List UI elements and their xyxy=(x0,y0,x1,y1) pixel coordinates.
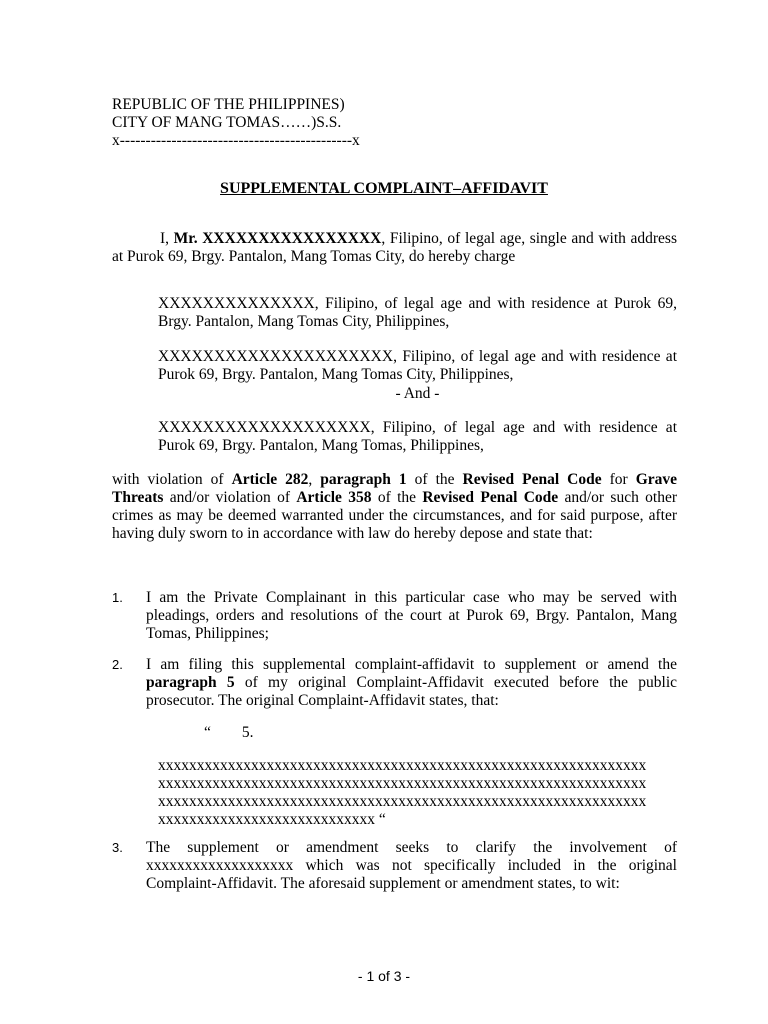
quoted-line: xxxxxxxxxxxxxxxxxxxxxxxxxxxxxxxxxxxxxxxxxxxxxxxxxxxxxxxxxxxxxxx xyxy=(158,793,647,810)
violation-text: and/or violation of xyxy=(163,489,297,506)
respondent-paragraph-1 xyxy=(158,295,677,331)
item-number: 3. xyxy=(112,840,123,855)
revised-penal-code: Revised Penal Code xyxy=(422,489,559,506)
quoted-line: xxxxxxxxxxxxxxxxxxxxxxxxxxxxxxxxxxxxxxxxxxxxxxxxxxxxxxxxxxxxxxx xyxy=(158,775,647,792)
item-number: 1. xyxy=(112,590,123,605)
paragraph-5: paragraph 5 xyxy=(146,674,235,691)
article-282: Article 282 xyxy=(231,471,309,488)
respondent-details: , Filipino, of legal age and with residence at Purok 69, Brgy. Pantalon, Mang Tomas, Philippines, xyxy=(158,419,677,454)
item-text: The supplement or amendment seeks to clarify the involvement of xxxxxxxxxxxxxxxxxxx which was not specifically included in the original Complaint-Affidavit. The aforesaid supplement or amendment states, to wit: xyxy=(146,839,677,892)
quoted-text-block xyxy=(158,757,677,829)
respondent-name: XXXXXXXXXXXXXXXXXXX xyxy=(158,419,371,436)
respondent-name: XXXXXXXXXXXXXXXXXXXXX xyxy=(158,348,394,365)
complainant-name: Mr. XXXXXXXXXXXXXXXX xyxy=(173,230,382,247)
violation-text: for xyxy=(601,471,636,488)
item-text-start: I am filing this supplemental complaint-affidavit to supplement or amend the xyxy=(146,656,677,673)
and-separator: - And - xyxy=(395,385,440,402)
respondent-name: XXXXXXXXXXXXXX xyxy=(158,295,315,312)
intro-text-start: I, xyxy=(160,230,174,247)
violation-text: , xyxy=(308,471,321,488)
respondent-details: , Filipino, of legal age and with residence at Purok 69, Brgy. Pantalon, Mang Tomas City, Philippines, xyxy=(158,348,677,383)
intro-paragraph xyxy=(112,230,677,266)
caption-line-republic: REPUBLIC OF THE PHILIPPINES) xyxy=(112,96,345,113)
numbered-item-2 xyxy=(112,656,677,710)
respondent-paragraph-2 xyxy=(158,348,677,384)
quoted-line: xxxxxxxxxxxxxxxxxxxxxxxxxxxx “ xyxy=(158,811,386,828)
numbered-item-3 xyxy=(112,839,677,893)
violation-text: of the xyxy=(371,489,423,506)
page-number-footer: - 1 of 3 - xyxy=(357,968,411,984)
respondent-paragraph-3 xyxy=(158,419,677,455)
violation-text: of the xyxy=(406,471,463,488)
item-text-end: of my original Complaint-Affidavit executed before the public prosecutor. The original Complaint-Affidavit states, that: xyxy=(146,674,678,709)
numbered-item-1 xyxy=(112,589,677,643)
caption-line-divider: x---------------------------------------------x xyxy=(112,132,360,149)
violation-text: and/or such other crimes as may be deemed warranted under the circumstances, and for said purpose, after having duly sworn to in accordance with law do hereby depose and state that: xyxy=(112,489,677,542)
item-text xyxy=(146,656,677,710)
caption-line-city: CITY OF MANG TOMAS……)S.S. xyxy=(112,114,342,131)
grave-threats: Grave Threats xyxy=(112,471,678,506)
venue-caption xyxy=(112,96,532,150)
article-358: Article 358 xyxy=(296,489,372,506)
intro-text-end: , Filipino, of legal age, single and with address at Purok 69, Brgy. Pantalon, Mang Tomas City, do hereby charge xyxy=(112,230,677,265)
quoted-line: xxxxxxxxxxxxxxxxxxxxxxxxxxxxxxxxxxxxxxxxxxxxxxxxxxxxxxxxxxxxxxx xyxy=(158,757,647,774)
respondent-details: , Filipino, of legal age and with residence at Purok 69, Brgy. Pantalon, Mang Tomas City, Philippines, xyxy=(158,295,677,330)
item-text: I am the Private Complainant in this particular case who may be served with pleadings, orders and resolutions of the court at Purok 69, Brgy. Pantalon, Mang Tomas, Philippines; xyxy=(146,589,677,642)
violation-paragraph xyxy=(112,471,677,543)
violation-text: with violation of xyxy=(112,471,232,488)
quoted-paragraph-number: “ 5. xyxy=(204,724,254,741)
revised-penal-code: Revised Penal Code xyxy=(462,471,602,488)
paragraph-1: paragraph 1 xyxy=(320,471,407,488)
document-title: SUPPLEMENTAL COMPLAINT–AFFIDAVIT xyxy=(220,180,548,197)
item-number: 2. xyxy=(112,657,123,672)
